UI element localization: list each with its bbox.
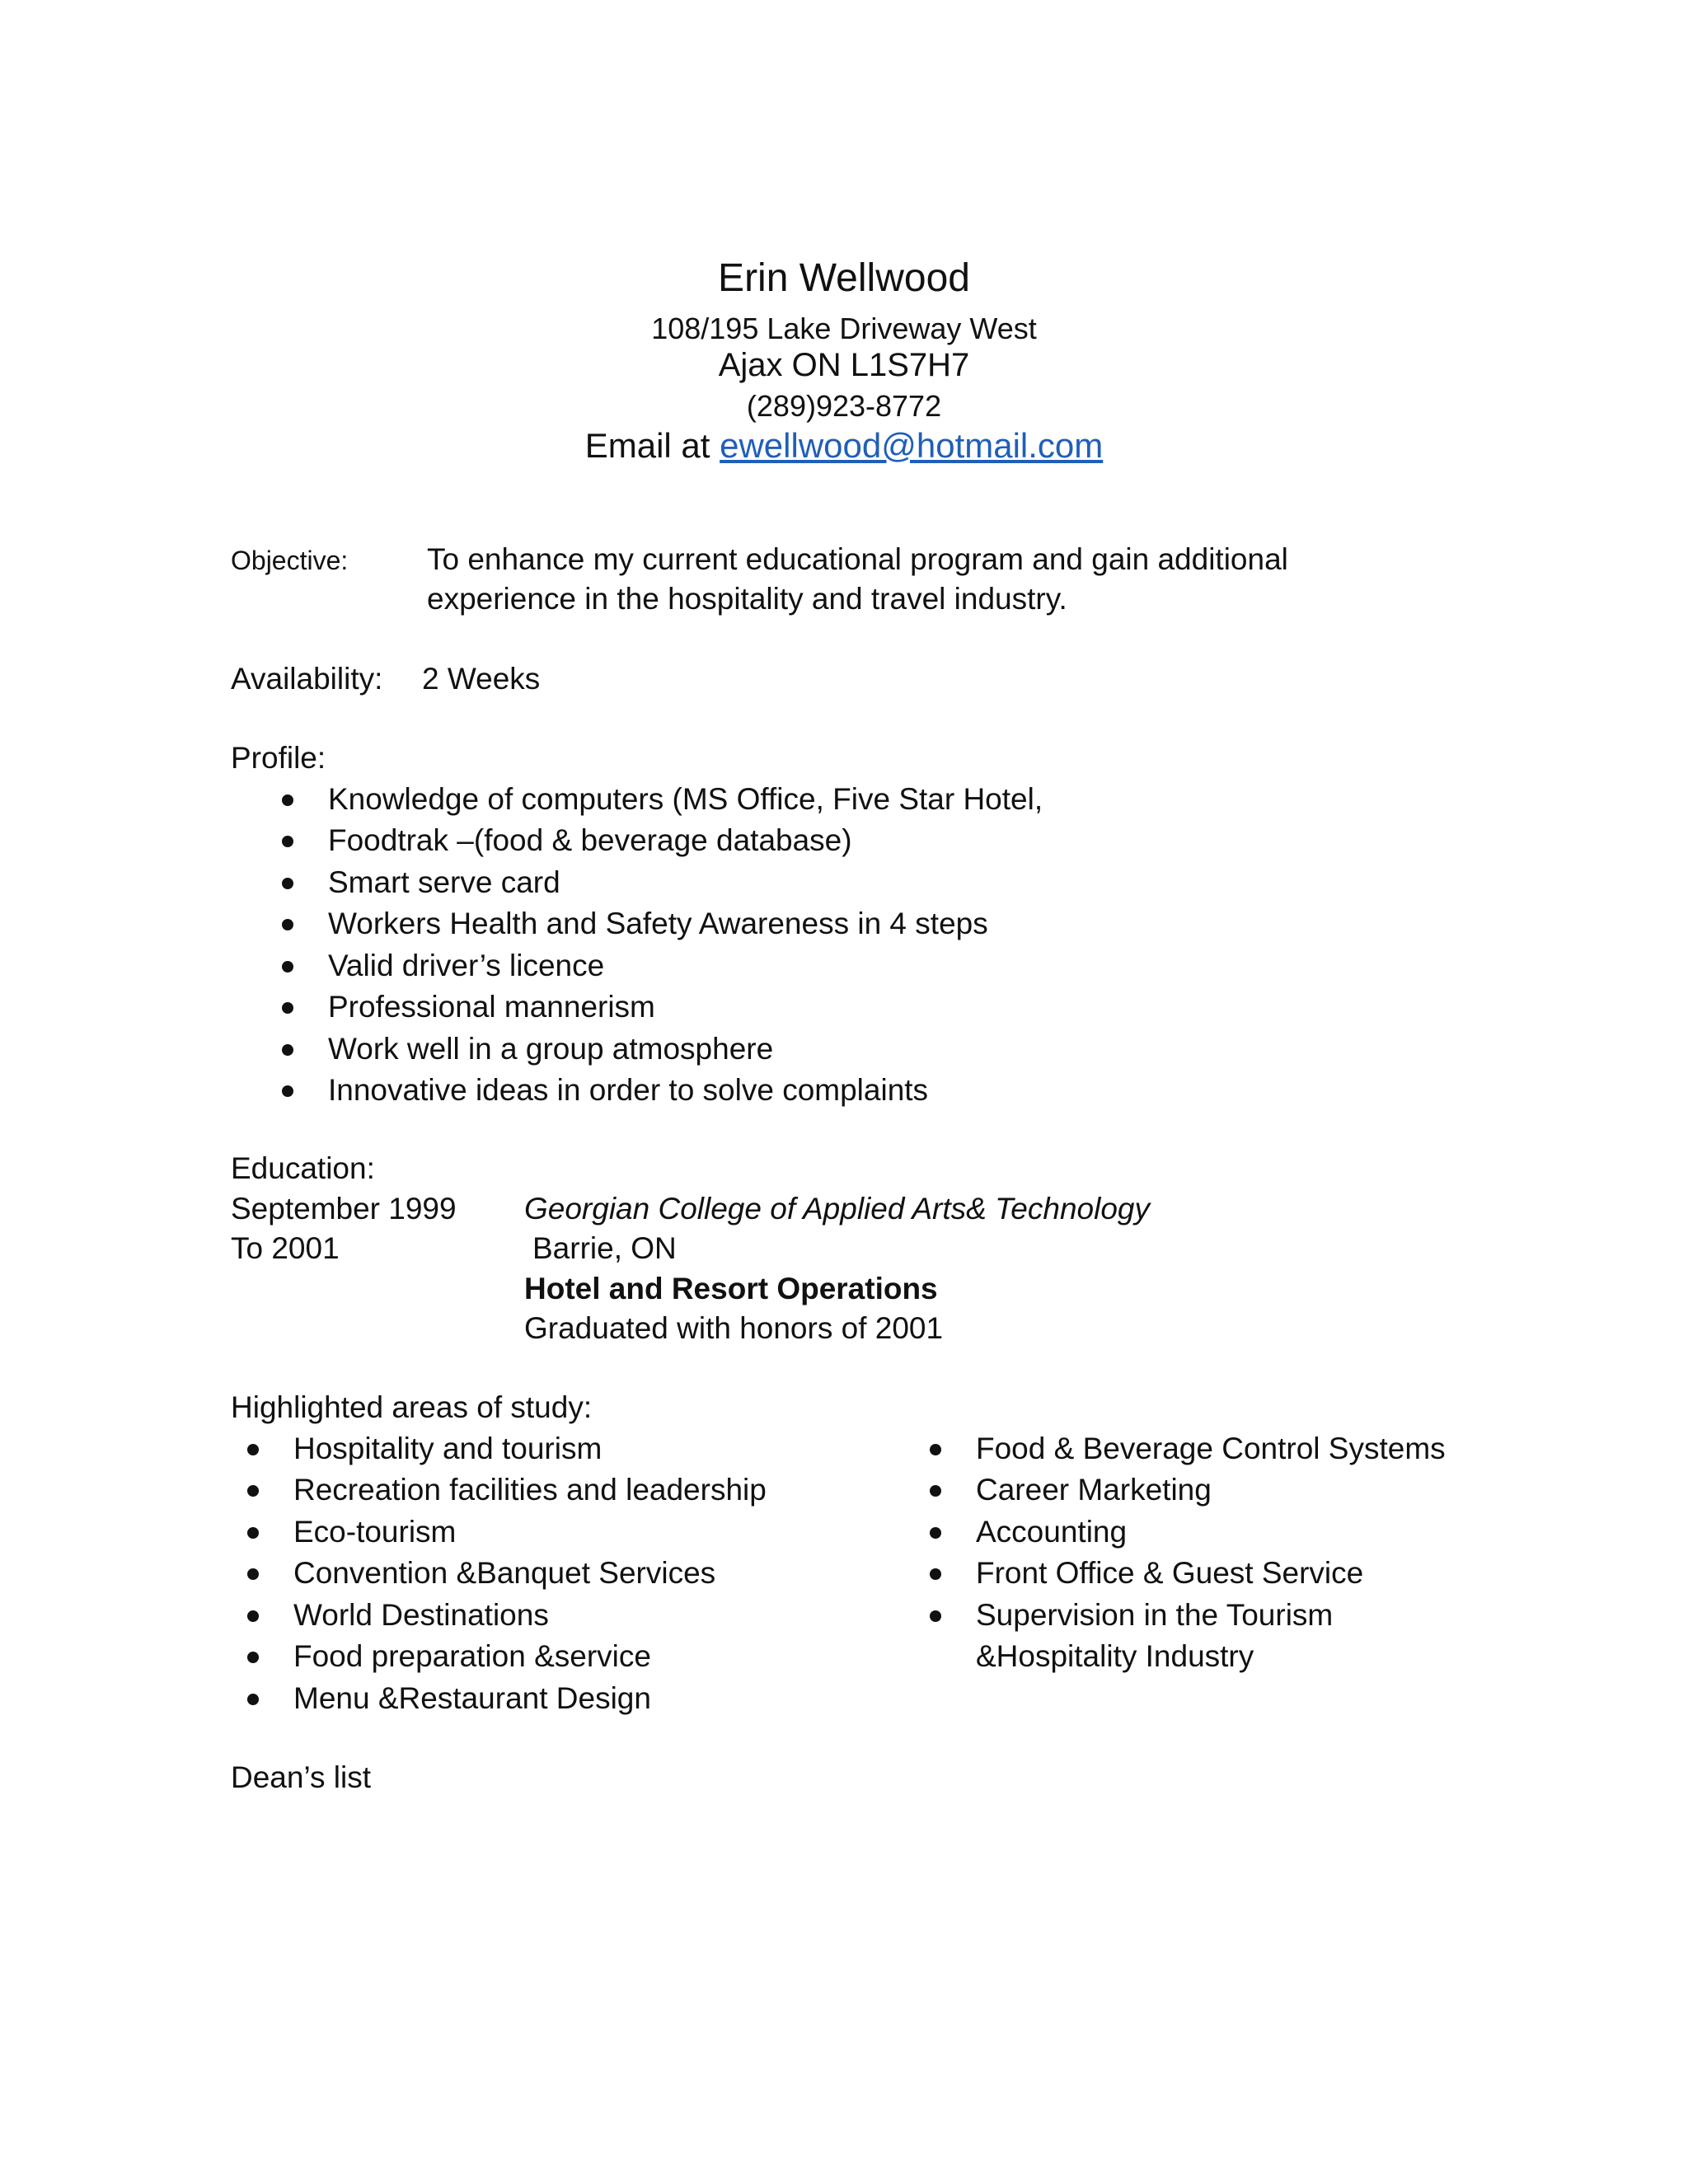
bullet-icon <box>247 1610 259 1622</box>
study-item-right: Front Office & Guest Service <box>976 1556 1364 1590</box>
bullet-icon <box>282 1044 293 1056</box>
objective-line-2: experience in the hospitality and travel industry. <box>427 582 1067 616</box>
applicant-name: Erin Wellwood <box>718 256 970 300</box>
profile-item: Valid driver’s licence <box>328 949 605 982</box>
email-link[interactable]: ewellwood@hotmail.com <box>720 426 1104 465</box>
education-date-to: To 2001 <box>231 1231 340 1265</box>
email-prefix: Email at <box>584 426 720 465</box>
profile-item: Foodtrak –(food & beverage database) <box>328 823 852 857</box>
bullet-icon <box>247 1694 259 1705</box>
bullet-icon <box>282 1085 293 1097</box>
bullet-icon <box>282 836 293 847</box>
profile-item: Workers Health and Safety Awareness in 4 steps <box>328 907 988 940</box>
study-item-right: Supervision in the Tourism <box>976 1598 1334 1632</box>
bullet-icon <box>247 1652 259 1663</box>
bullet-icon <box>930 1568 941 1580</box>
study-item-left: Eco-tourism <box>293 1515 457 1549</box>
profile-label: Profile: <box>231 741 326 775</box>
bullet-icon <box>282 794 293 806</box>
email-line <box>0 423 1688 469</box>
address-line-2: Ajax ON L1S7H7 <box>718 347 970 383</box>
profile-item: Professional mannerism <box>328 990 655 1024</box>
study-item-left: World Destinations <box>293 1598 549 1632</box>
profile-item: Work well in a group atmosphere <box>328 1032 774 1066</box>
availability-label: Availability: <box>231 662 383 696</box>
objective-line-1: To enhance my current educational program and gain additional <box>427 542 1288 576</box>
bullet-icon <box>930 1485 941 1497</box>
bullet-icon <box>247 1444 259 1455</box>
profile-item: Knowledge of computers (MS Office, Five Star Hotel, <box>328 782 1043 816</box>
study-item-left: Convention &Banquet Services <box>293 1556 716 1590</box>
objective-label: Objective: <box>231 546 349 575</box>
study-item-left: Hospitality and tourism <box>293 1432 603 1465</box>
profile-item: Innovative ideas in order to solve complaints <box>328 1073 929 1107</box>
study-item-right-continued: &Hospitality Industry <box>976 1639 1254 1673</box>
study-item-left: Menu &Restaurant Design <box>293 1681 651 1715</box>
availability-value: 2 Weeks <box>422 662 541 696</box>
bullet-icon <box>930 1527 941 1539</box>
bullet-icon <box>930 1610 941 1622</box>
deans-list: Dean’s list <box>231 1760 372 1794</box>
bullet-icon <box>282 878 293 889</box>
study-item-right: Food & Beverage Control Systems <box>976 1432 1446 1465</box>
bullet-icon <box>282 1002 293 1014</box>
education-label: Education: <box>231 1151 375 1185</box>
bullet-icon <box>247 1527 259 1539</box>
study-item-left: Recreation facilities and leadership <box>293 1473 767 1507</box>
bullet-icon <box>930 1444 941 1455</box>
study-label: Highlighted areas of study: <box>231 1390 593 1424</box>
education-note: Graduated with honors of 2001 <box>524 1311 944 1345</box>
bullet-icon <box>282 919 293 930</box>
education-program: Hotel and Resort Operations <box>524 1272 938 1305</box>
address-line-1: 108/195 Lake Driveway West <box>651 312 1037 345</box>
study-item-right: Career Marketing <box>976 1473 1212 1507</box>
phone-number: (289)923-8772 <box>746 389 942 423</box>
bullet-icon <box>247 1568 259 1580</box>
profile-item: Smart serve card <box>328 865 560 899</box>
education-location: Barrie, ON <box>532 1231 677 1265</box>
bullet-icon <box>247 1485 259 1497</box>
bullet-icon <box>282 961 293 972</box>
study-item-left: Food preparation &service <box>293 1639 651 1673</box>
study-item-right: Accounting <box>976 1515 1128 1549</box>
education-date-from: September 1999 <box>231 1192 457 1226</box>
education-school: Georgian College of Applied Arts& Technology <box>524 1192 1150 1226</box>
